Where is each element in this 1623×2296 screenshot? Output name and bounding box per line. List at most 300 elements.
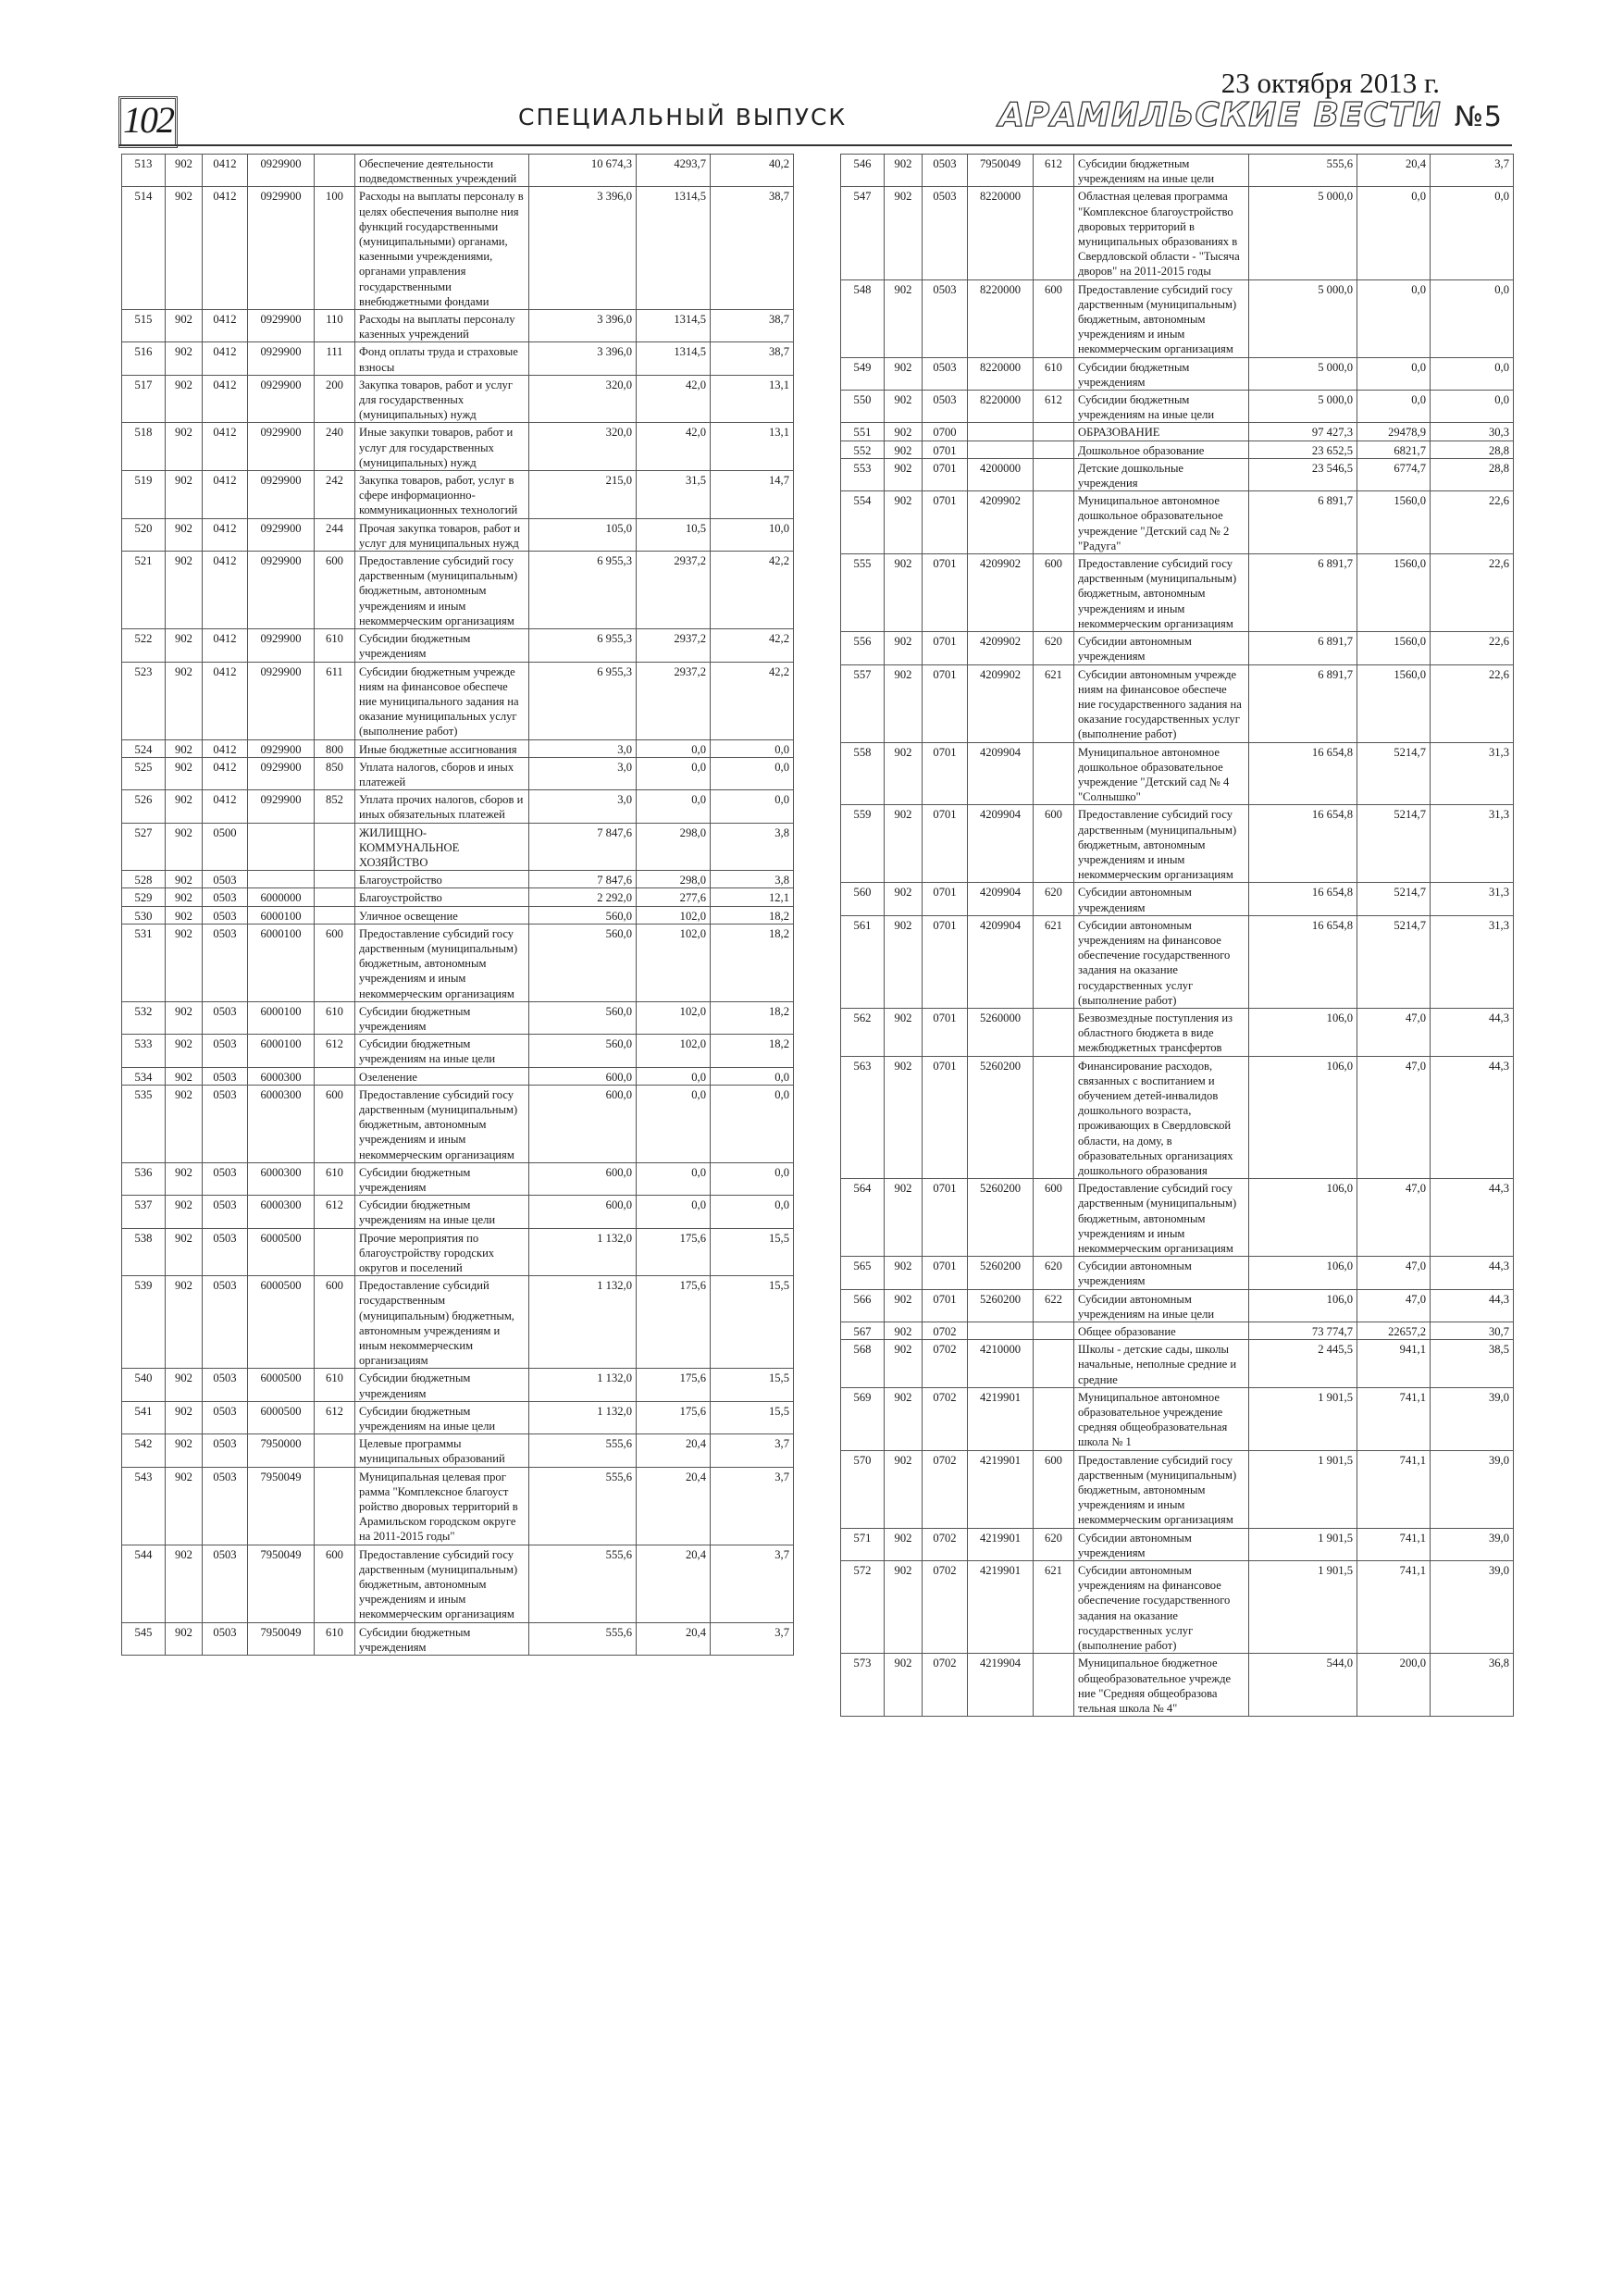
ministry-code: 902 <box>166 1545 203 1622</box>
issue-label: СПЕЦИАЛЬНЫЙ ВЫПУСК <box>518 104 848 130</box>
execution-percent: 0,0 <box>1431 391 1514 423</box>
ministry-code: 902 <box>166 888 203 906</box>
row-description: Уличное освещение <box>355 906 529 924</box>
row-description: Дошкольное образование <box>1074 441 1249 458</box>
planned-amount: 600,0 <box>529 1067 637 1085</box>
row-description: Предоставление субсидий госу дарственным (муниципальным) бюджетным, автономным учреждениям и иным некоммерческим организациям <box>1074 554 1249 632</box>
execution-percent: 18,2 <box>711 1035 794 1067</box>
table-row <box>841 883 1514 915</box>
section-code: 0702 <box>923 1340 968 1388</box>
planned-amount: 73 774,7 <box>1249 1322 1357 1340</box>
execution-percent: 14,7 <box>711 471 794 519</box>
table-row <box>122 1067 794 1085</box>
section-code: 0503 <box>203 1001 248 1034</box>
planned-amount: 105,0 <box>529 518 637 551</box>
planned-amount: 3 396,0 <box>529 342 637 375</box>
ministry-code: 902 <box>885 1340 923 1388</box>
ministry-code: 902 <box>885 1654 923 1717</box>
planned-amount: 555,6 <box>529 1545 637 1622</box>
ministry-code: 902 <box>885 458 923 490</box>
expense-type-code: 621 <box>1034 664 1074 742</box>
planned-amount: 6 891,7 <box>1249 664 1357 742</box>
ministry-code: 902 <box>166 1228 203 1276</box>
ministry-code: 902 <box>885 155 923 187</box>
target-article-code: 8220000 <box>968 187 1034 279</box>
ministry-code: 902 <box>166 1162 203 1195</box>
row-number: 537 <box>122 1196 166 1228</box>
row-description: ЖИЛИЩНО-КОММУНАЛЬНОЕ ХОЗЯЙСТВО <box>355 823 529 871</box>
ministry-code: 902 <box>166 1622 203 1655</box>
executed-amount: 5214,7 <box>1357 742 1431 805</box>
row-description: Субсидии бюджетным учреждениям на иные цели <box>1074 391 1249 423</box>
target-article-code: 6000100 <box>248 1035 315 1067</box>
target-article-code: 4209904 <box>968 883 1034 915</box>
expense-type-code <box>1034 1056 1074 1179</box>
section-code: 0701 <box>923 554 968 632</box>
row-number: 525 <box>122 757 166 789</box>
executed-amount: 0,0 <box>637 1196 711 1228</box>
executed-amount: 0,0 <box>637 790 711 823</box>
execution-percent: 42,2 <box>711 629 794 662</box>
ministry-code: 902 <box>166 871 203 888</box>
expense-type-code: 852 <box>315 790 355 823</box>
target-article-code: 0929900 <box>248 662 315 739</box>
section-code: 0702 <box>923 1561 968 1654</box>
target-article-code: 4209904 <box>968 742 1034 805</box>
target-article-code: 6000500 <box>248 1401 315 1433</box>
expense-type-code: 610 <box>315 629 355 662</box>
row-description: Благоустройство <box>355 888 529 906</box>
table-row <box>122 823 794 871</box>
ministry-code: 902 <box>885 1450 923 1528</box>
planned-amount: 106,0 <box>1249 1056 1357 1179</box>
expense-type-code: 600 <box>315 1545 355 1622</box>
expense-type-code <box>1034 1008 1074 1056</box>
executed-amount: 0,0 <box>637 1162 711 1195</box>
section-code: 0503 <box>923 155 968 187</box>
planned-amount: 5 000,0 <box>1249 279 1357 357</box>
section-code: 0503 <box>203 888 248 906</box>
table-row <box>841 805 1514 883</box>
expense-type-code <box>1034 187 1074 279</box>
ministry-code: 902 <box>166 342 203 375</box>
row-number: 513 <box>122 155 166 187</box>
row-description: Субсидии бюджетным учреждениям <box>355 629 529 662</box>
row-number: 573 <box>841 1654 885 1717</box>
target-article-code: 4209902 <box>968 491 1034 554</box>
section-code: 0702 <box>923 1322 968 1340</box>
execution-percent: 0,0 <box>711 757 794 789</box>
executed-amount: 29478,9 <box>1357 423 1431 441</box>
execution-percent: 22,6 <box>1431 554 1514 632</box>
table-row <box>122 1196 794 1228</box>
planned-amount: 6 955,3 <box>529 629 637 662</box>
planned-amount: 6 891,7 <box>1249 632 1357 664</box>
planned-amount: 7 847,6 <box>529 823 637 871</box>
row-number: 547 <box>841 187 885 279</box>
executed-amount: 2937,2 <box>637 629 711 662</box>
planned-amount: 1 132,0 <box>529 1401 637 1433</box>
execution-percent: 39,0 <box>1431 1528 1514 1560</box>
row-description: Прочие мероприятия по благоустройству городских округов и поселений <box>355 1228 529 1276</box>
table-row <box>841 357 1514 390</box>
planned-amount: 3,0 <box>529 757 637 789</box>
ministry-code: 902 <box>166 310 203 342</box>
execution-percent: 31,3 <box>1431 883 1514 915</box>
table-row <box>841 1561 1514 1654</box>
row-description: Иные бюджетные ассигнования <box>355 739 529 757</box>
expense-type-code: 600 <box>1034 1179 1074 1257</box>
expense-type-code <box>1034 1654 1074 1717</box>
execution-percent: 0,0 <box>711 790 794 823</box>
executed-amount: 741,1 <box>1357 1528 1431 1560</box>
ministry-code: 902 <box>166 1467 203 1545</box>
ministry-code: 902 <box>885 742 923 805</box>
expense-type-code: 610 <box>315 1369 355 1401</box>
executed-amount: 277,6 <box>637 888 711 906</box>
table-row <box>122 888 794 906</box>
executed-amount: 741,1 <box>1357 1450 1431 1528</box>
expense-type-code: 600 <box>315 1276 355 1369</box>
expense-type-code <box>1034 1387 1074 1450</box>
section-code: 0700 <box>923 423 968 441</box>
row-number: 552 <box>841 441 885 458</box>
target-article-code: 4219901 <box>968 1528 1034 1560</box>
expense-type-code: 610 <box>315 1162 355 1195</box>
target-article-code <box>248 823 315 871</box>
section-code: 0412 <box>203 342 248 375</box>
target-article-code: 5260200 <box>968 1179 1034 1257</box>
ministry-code: 902 <box>166 1001 203 1034</box>
execution-percent: 3,7 <box>711 1467 794 1545</box>
row-number: 564 <box>841 1179 885 1257</box>
execution-percent: 15,5 <box>711 1401 794 1433</box>
planned-amount: 6 891,7 <box>1249 491 1357 554</box>
ministry-code: 902 <box>166 155 203 187</box>
section-code: 0701 <box>923 458 968 490</box>
planned-amount: 215,0 <box>529 471 637 519</box>
execution-percent: 38,7 <box>711 342 794 375</box>
execution-percent: 44,3 <box>1431 1289 1514 1322</box>
ministry-code: 902 <box>166 629 203 662</box>
target-article-code: 4210000 <box>968 1340 1034 1388</box>
target-article-code: 6000300 <box>248 1162 315 1195</box>
section-code: 0503 <box>203 1434 248 1467</box>
planned-amount: 555,6 <box>529 1434 637 1467</box>
section-code: 0503 <box>203 1162 248 1195</box>
execution-percent: 40,2 <box>711 155 794 187</box>
section-code: 0701 <box>923 491 968 554</box>
table-row <box>841 441 1514 458</box>
expense-type-code <box>315 888 355 906</box>
execution-percent: 38,7 <box>711 310 794 342</box>
executed-amount: 20,4 <box>637 1434 711 1467</box>
table-row <box>841 742 1514 805</box>
executed-amount: 102,0 <box>637 1035 711 1067</box>
row-description: Субсидии автономным учреждениям <box>1074 1257 1249 1289</box>
execution-percent: 44,3 <box>1431 1008 1514 1056</box>
execution-percent: 22,6 <box>1431 664 1514 742</box>
planned-amount: 16 654,8 <box>1249 805 1357 883</box>
executed-amount: 0,0 <box>637 757 711 789</box>
row-number: 559 <box>841 805 885 883</box>
row-description: Озеленение <box>355 1067 529 1085</box>
budget-table-left <box>121 154 794 1656</box>
row-number: 567 <box>841 1322 885 1340</box>
expense-type-code: 621 <box>1034 915 1074 1008</box>
section-code: 0503 <box>203 1369 248 1401</box>
row-number: 521 <box>122 552 166 629</box>
ministry-code: 902 <box>166 1067 203 1085</box>
table-row <box>122 1276 794 1369</box>
table-row <box>122 906 794 924</box>
row-description: Субсидии автономным учреждениям на финансовое обеспечение государственного задания на оказание государственных услуг (выполнение работ) <box>1074 1561 1249 1654</box>
executed-amount: 175,6 <box>637 1228 711 1276</box>
executed-amount: 5214,7 <box>1357 915 1431 1008</box>
section-code: 0701 <box>923 1257 968 1289</box>
planned-amount: 2 445,5 <box>1249 1340 1357 1388</box>
executed-amount: 6774,7 <box>1357 458 1431 490</box>
row-number: 519 <box>122 471 166 519</box>
expense-type-code: 244 <box>315 518 355 551</box>
ministry-code: 902 <box>166 187 203 310</box>
target-article-code: 0929900 <box>248 375 315 423</box>
expense-type-code: 600 <box>315 552 355 629</box>
row-description: Уплата прочих налогов, сборов и иных обязательных платежей <box>355 790 529 823</box>
expense-type-code <box>315 1228 355 1276</box>
section-code: 0503 <box>203 871 248 888</box>
target-article-code <box>248 871 315 888</box>
section-code: 0412 <box>203 423 248 471</box>
ministry-code: 902 <box>885 554 923 632</box>
ministry-code: 902 <box>885 1322 923 1340</box>
row-description: Уплата налогов, сборов и иных платежей <box>355 757 529 789</box>
ministry-code: 902 <box>885 1289 923 1322</box>
target-article-code: 7950049 <box>248 1545 315 1622</box>
executed-amount: 1560,0 <box>1357 664 1431 742</box>
target-article-code: 8220000 <box>968 357 1034 390</box>
ministry-code: 902 <box>166 790 203 823</box>
row-number: 568 <box>841 1340 885 1388</box>
row-number: 561 <box>841 915 885 1008</box>
row-description: Закупка товаров, работ, услуг в сфере информационно-коммуникационных технологий <box>355 471 529 519</box>
table-row <box>841 491 1514 554</box>
ministry-code: 902 <box>166 924 203 1001</box>
row-description: Предоставление субсидий госу дарственным (муниципальным) бюджетным, автономным учреждениям и иным некоммерческим организациям <box>355 552 529 629</box>
planned-amount: 1 901,5 <box>1249 1528 1357 1560</box>
row-description: Субсидии бюджетным учреждениям <box>1074 357 1249 390</box>
planned-amount: 16 654,8 <box>1249 742 1357 805</box>
row-number: 539 <box>122 1276 166 1369</box>
executed-amount: 1560,0 <box>1357 491 1431 554</box>
row-description: Субсидии бюджетным учрежде ниям на финансовое обеспече ние муниципального задания на оказание муниципальных услуг (выполнение работ) <box>355 662 529 739</box>
ministry-code: 902 <box>166 1035 203 1067</box>
target-article-code: 0929900 <box>248 790 315 823</box>
table-row <box>122 1369 794 1401</box>
row-number: 532 <box>122 1001 166 1034</box>
table-row <box>841 423 1514 441</box>
row-number: 518 <box>122 423 166 471</box>
section-code: 0412 <box>203 739 248 757</box>
expense-type-code: 240 <box>315 423 355 471</box>
expense-type-code <box>1034 441 1074 458</box>
planned-amount: 1 901,5 <box>1249 1450 1357 1528</box>
executed-amount: 102,0 <box>637 906 711 924</box>
expense-type-code: 610 <box>1034 357 1074 390</box>
row-number: 535 <box>122 1085 166 1162</box>
expense-type-code: 600 <box>315 1085 355 1162</box>
expense-type-code: 611 <box>315 662 355 739</box>
issue-date: 23 октября 2013 г. <box>1220 67 1440 99</box>
row-number: 548 <box>841 279 885 357</box>
expense-type-code: 600 <box>1034 279 1074 357</box>
row-number: 538 <box>122 1228 166 1276</box>
row-number: 551 <box>841 423 885 441</box>
planned-amount: 23 652,5 <box>1249 441 1357 458</box>
executed-amount: 5214,7 <box>1357 805 1431 883</box>
target-article-code: 7950049 <box>248 1467 315 1545</box>
executed-amount: 0,0 <box>637 1085 711 1162</box>
expense-type-code: 612 <box>1034 155 1074 187</box>
executed-amount: 0,0 <box>1357 187 1431 279</box>
execution-percent: 22,6 <box>1431 632 1514 664</box>
planned-amount: 1 132,0 <box>529 1276 637 1369</box>
execution-percent: 0,0 <box>711 1196 794 1228</box>
executed-amount: 102,0 <box>637 1001 711 1034</box>
ministry-code: 902 <box>885 915 923 1008</box>
row-number: 542 <box>122 1434 166 1467</box>
row-description: ОБРАЗОВАНИЕ <box>1074 423 1249 441</box>
ministry-code: 902 <box>166 757 203 789</box>
section-code: 0503 <box>203 1228 248 1276</box>
row-number: 545 <box>122 1622 166 1655</box>
row-description: Субсидии бюджетным учреждениям <box>355 1162 529 1195</box>
target-article-code <box>968 441 1034 458</box>
ministry-code: 902 <box>166 1085 203 1162</box>
row-description: Общее образование <box>1074 1322 1249 1340</box>
executed-amount: 42,0 <box>637 423 711 471</box>
planned-amount: 3,0 <box>529 739 637 757</box>
execution-percent: 0,0 <box>711 1067 794 1085</box>
table-row <box>841 632 1514 664</box>
executed-amount: 0,0 <box>637 739 711 757</box>
execution-percent: 38,5 <box>1431 1340 1514 1388</box>
expense-type-code <box>1034 458 1074 490</box>
target-article-code: 4209902 <box>968 632 1034 664</box>
planned-amount: 5 000,0 <box>1249 391 1357 423</box>
ministry-code: 902 <box>885 1008 923 1056</box>
section-code: 0412 <box>203 310 248 342</box>
planned-amount: 10 674,3 <box>529 155 637 187</box>
section-code: 0412 <box>203 790 248 823</box>
section-code: 0503 <box>203 1622 248 1655</box>
execution-percent: 13,1 <box>711 423 794 471</box>
row-number: 571 <box>841 1528 885 1560</box>
execution-percent: 3,7 <box>711 1622 794 1655</box>
row-number: 562 <box>841 1008 885 1056</box>
table-row <box>122 1467 794 1545</box>
table-row <box>841 1008 1514 1056</box>
table-row <box>122 629 794 662</box>
table-row <box>122 1434 794 1467</box>
ministry-code: 902 <box>885 664 923 742</box>
planned-amount: 2 292,0 <box>529 888 637 906</box>
ministry-code: 902 <box>885 441 923 458</box>
section-code: 0701 <box>923 1289 968 1322</box>
row-description: Муниципальное автономное образовательное учреждение средняя общеобразовательная школа № 1 <box>1074 1387 1249 1450</box>
execution-percent: 28,8 <box>1431 458 1514 490</box>
execution-percent: 31,3 <box>1431 805 1514 883</box>
target-article-code: 7950049 <box>248 1622 315 1655</box>
execution-percent: 3,7 <box>1431 155 1514 187</box>
row-number: 516 <box>122 342 166 375</box>
row-number: 515 <box>122 310 166 342</box>
executed-amount: 20,4 <box>637 1545 711 1622</box>
section-code: 0701 <box>923 1179 968 1257</box>
executed-amount: 298,0 <box>637 871 711 888</box>
executed-amount: 47,0 <box>1357 1056 1431 1179</box>
row-number: 560 <box>841 883 885 915</box>
budget-table-right <box>840 154 1514 1717</box>
target-article-code: 0929900 <box>248 518 315 551</box>
table-row <box>841 1179 1514 1257</box>
row-number: 524 <box>122 739 166 757</box>
row-number: 549 <box>841 357 885 390</box>
header-rule <box>118 144 1512 146</box>
ministry-code: 902 <box>166 375 203 423</box>
row-description: Предоставление субсидий госу дарственным (муниципальным) бюджетным, автономным учреждениям и иным некоммерческим организациям <box>355 924 529 1001</box>
planned-amount: 23 546,5 <box>1249 458 1357 490</box>
row-number: 533 <box>122 1035 166 1067</box>
section-code: 0412 <box>203 757 248 789</box>
row-description: Субсидии бюджетным учреждениям <box>355 1622 529 1655</box>
ministry-code: 902 <box>166 1434 203 1467</box>
planned-amount: 600,0 <box>529 1085 637 1162</box>
row-number: 565 <box>841 1257 885 1289</box>
target-article-code: 6000300 <box>248 1196 315 1228</box>
expense-type-code <box>315 155 355 187</box>
executed-amount: 47,0 <box>1357 1179 1431 1257</box>
execution-percent: 30,7 <box>1431 1322 1514 1340</box>
row-description: Муниципальное автономное дошкольное образовательное учреждение "Детский сад № 4 "Солнышко" <box>1074 742 1249 805</box>
target-article-code: 5260200 <box>968 1056 1034 1179</box>
target-article-code: 0929900 <box>248 739 315 757</box>
executed-amount: 10,5 <box>637 518 711 551</box>
expense-type-code: 620 <box>1034 883 1074 915</box>
section-code: 0500 <box>203 823 248 871</box>
target-article-code: 6000500 <box>248 1228 315 1276</box>
execution-percent: 42,2 <box>711 552 794 629</box>
row-description: Предоставление субсидий госу дарственным (муниципальным) бюджетным, автономным учреждениям и иным некоммерческим организациям <box>1074 279 1249 357</box>
row-description: Предоставление субсидий госу дарственным (муниципальным) бюджетным, автономным учреждениям и иным некоммерческим организациям <box>1074 805 1249 883</box>
execution-percent: 10,0 <box>711 518 794 551</box>
table-row <box>122 423 794 471</box>
target-article-code: 7950049 <box>968 155 1034 187</box>
table-row <box>841 1340 1514 1388</box>
table-row <box>841 554 1514 632</box>
expense-type-code: 200 <box>315 375 355 423</box>
planned-amount: 16 654,8 <box>1249 915 1357 1008</box>
section-code: 0412 <box>203 552 248 629</box>
row-description: Предоставление субсидий госу дарственным (муниципальным) бюджетным, автономным учреждениям и иным некоммерческим организациям <box>1074 1450 1249 1528</box>
target-article-code: 6000100 <box>248 906 315 924</box>
row-number: 517 <box>122 375 166 423</box>
row-number: 544 <box>122 1545 166 1622</box>
ministry-code: 902 <box>166 518 203 551</box>
table-row <box>122 790 794 823</box>
table-row <box>841 1528 1514 1560</box>
executed-amount: 6821,7 <box>1357 441 1431 458</box>
